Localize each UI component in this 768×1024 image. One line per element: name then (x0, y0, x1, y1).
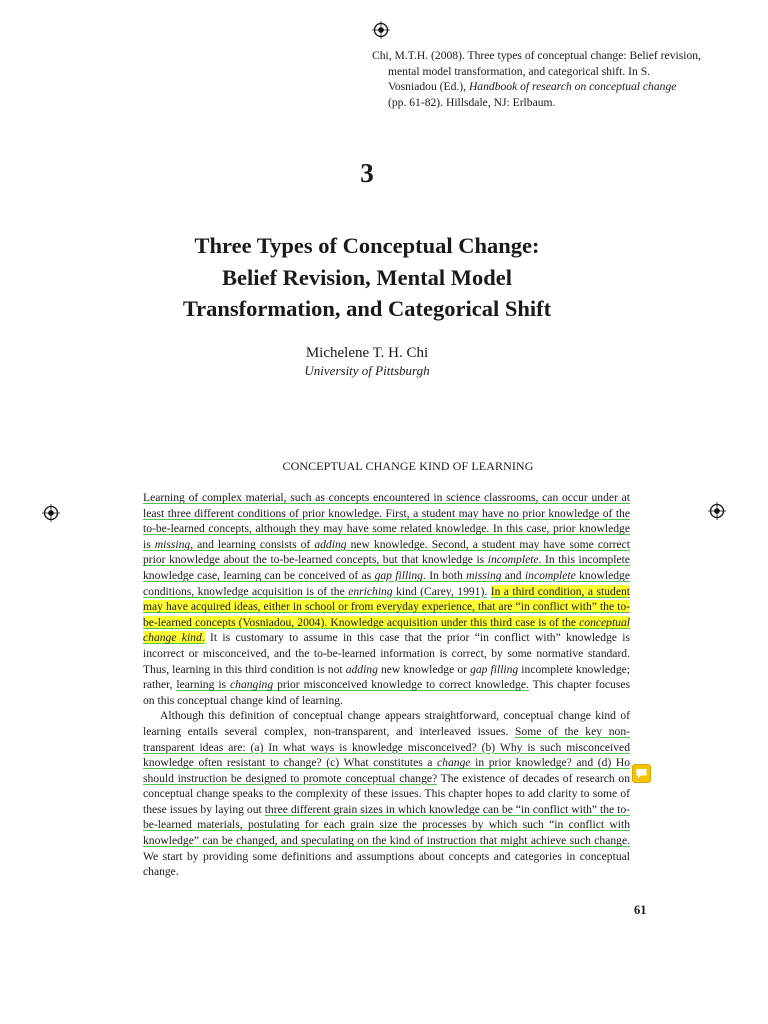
italic-term: enriching (348, 584, 393, 598)
underlined-passage (176, 678, 528, 691)
section-heading: CONCEPTUAL CHANGE KIND OF LEARNING (282, 459, 534, 473)
italic-term: changing (230, 678, 274, 692)
page-number: 61 (634, 903, 647, 917)
italic-term: incomplete (487, 553, 539, 567)
text-run: new knowledge or (377, 662, 471, 676)
citation-line: Chi, M.T.H. (2008). Three types of conceptual change: Belief revision, (372, 49, 701, 62)
text-run: knowledge conditions, knowledge acquisition is of the (143, 568, 630, 598)
text-run: . (201, 631, 205, 645)
citation-line: (pp. 61-82). Hillsdale, NJ: Erlbaum. (388, 95, 556, 109)
text-run: The existence of decades of research on conceptual change speaks to the complexity of these issues. This chapter hopes to add clarity to some of these issues by laying out (143, 771, 630, 816)
italic-term: incomplete (524, 568, 576, 582)
registration-mark-icon (372, 21, 390, 39)
underlined-passage (143, 491, 630, 598)
author-affiliation: University of Pittsburgh (304, 363, 430, 378)
registration-mark-icon (708, 502, 726, 520)
text-run: This chapter focuses on this conceptual change kind of learning. (143, 678, 630, 707)
citation-text: Vosniadou (Ed.), (388, 80, 469, 93)
citation-block (372, 48, 734, 110)
text-run: and (501, 568, 525, 582)
italic-term: missing (154, 537, 191, 551)
italic-term: change (437, 756, 471, 770)
body-text (143, 490, 630, 880)
paragraph (143, 490, 630, 708)
italic-term: missing (466, 568, 502, 582)
text-run: Some of the key non-transparent ideas are: (a) In what ways is knowledge misconceived? (b) Why is such misconceived knowledge often resistant to change? (c) What constitutes a (143, 724, 630, 770)
registration-mark-icon (42, 504, 60, 522)
citation-book-title: Handbook of research on conceptual change (468, 80, 677, 93)
italic-term: conceptual change kind (143, 615, 630, 645)
text-run: learning is (176, 678, 230, 692)
chapter-title-line: Three Types of Conceptual Change: (194, 233, 540, 258)
chapter-title-line: Belief Revision, Mental Model (222, 264, 512, 290)
text-run: Learning of complex material, such as concepts encountered in science classrooms, can occur under at least three different conditions of prior knowledge. First, a student may have no prior knowledge of the to-be-learned concepts, although they may have some related knowledge. In this case, prior knowledge is (143, 491, 630, 551)
author-block (0, 344, 734, 379)
text-run: new knowledge. Second, a student may have some correct prior knowledge about the to-be-learned concepts, but that knowledge is (143, 537, 630, 567)
italic-term: adding (314, 537, 347, 551)
text-run: . In both (422, 568, 467, 582)
text-run: in prior knowledge? and (d) Ho should instruction be designed to promote conceptual change? (143, 756, 630, 785)
citation-line (372, 79, 734, 95)
italic-term: gap filling (470, 662, 519, 676)
text-run: kind (Carey, 1991). (392, 584, 488, 598)
italic-term: adding (345, 662, 378, 676)
text-run: . In this incomplete knowledge case, learning can be conceived of as (143, 553, 631, 582)
text-run: In a third condition, a student may have acquired ideas, either in school or from everyday experience, that are “in conflict with” the to-be-learned concepts (Vosniadou, 2004). Knowledge acquisition under this third case is of the (143, 584, 630, 629)
text-run: , and learning consists of (190, 537, 315, 551)
paragraph (143, 708, 630, 880)
citation-line: mental model transformation, and categorical shift. In S. (388, 64, 651, 78)
text-run: We start by providing some definitions and assumptions about concepts and categories in conceptual change. (143, 849, 630, 879)
text-run: Although this definition of conceptual change appears straightforward, conceptual change kind of learning entails several complex, non-transparent, and interleaved issues. (143, 709, 630, 738)
underlined-passage: three different grain sizes in which knowledge can be “in conflict with” the to-be-learned materials, postulating for each grain size the processes by which such “in conflict with knowledge” can be changed, and speculating on the kind of instruction that might achieve such change. (143, 802, 630, 848)
text-run: incomplete knowledge; rather, (143, 662, 630, 692)
author-name: Michelene T. H. Chi (305, 345, 429, 361)
text-run: It is customary to assume in this case that the prior “in conflict with” knowledge is incorrect or misconceived, and the to-be-learned information is correct, by some normative standard. Thus, learning in this third condition is not (143, 631, 630, 676)
chapter-title-line: Transformation, and Categorical Shift (182, 296, 552, 321)
italic-term: gap filling (374, 568, 423, 582)
text-run: prior misconceived knowledge to correct knowledge. (273, 678, 529, 692)
chapter-title (0, 230, 734, 325)
comment-icon[interactable] (632, 764, 651, 783)
chapter-number: 3 (360, 158, 374, 188)
